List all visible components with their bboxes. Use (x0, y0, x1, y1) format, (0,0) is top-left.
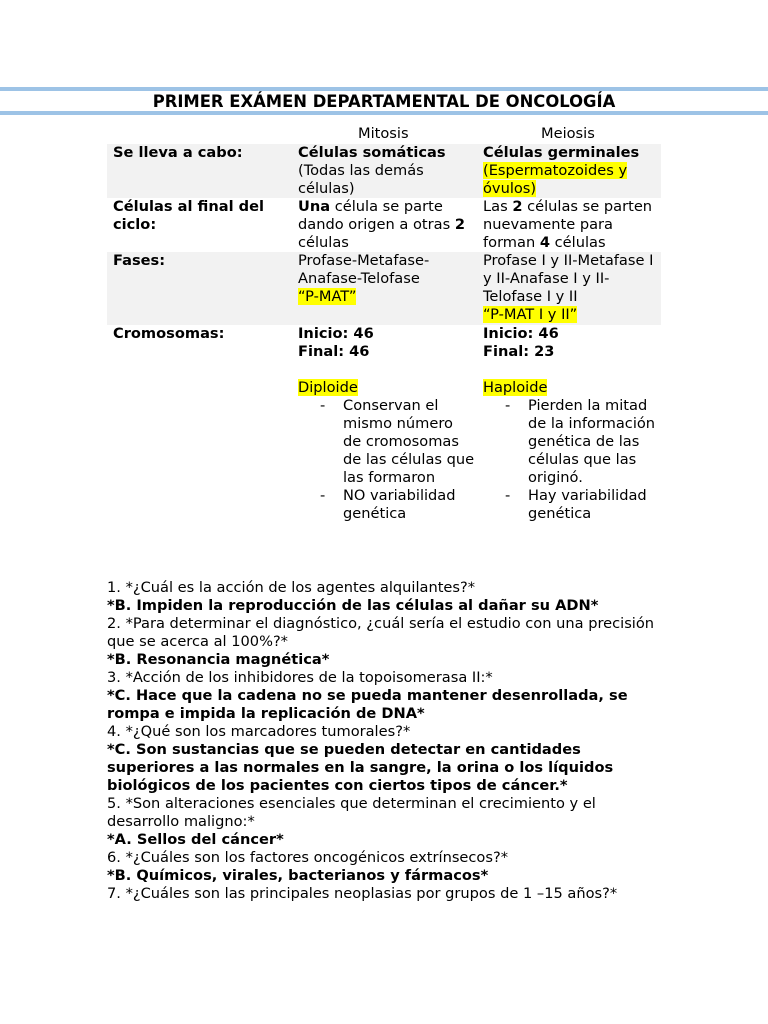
row-label: Fases: (113, 252, 166, 269)
mitosis-cell (298, 144, 475, 198)
answer-text: *B. Resonancia magnética* (107, 651, 330, 668)
answer-text: *A. Sellos del cáncer* (107, 831, 284, 848)
question-text: 1. *¿Cuál es la acción de los agentes alquilantes?* (107, 579, 476, 596)
mitosis-header: Mitosis (358, 125, 409, 142)
row-label: Cromosomas: (113, 325, 225, 342)
meiosis-phases: Profase I y II-Metafase I y II-Anafase I y II-Telofase I y II (483, 252, 654, 305)
question-text: 2. *Para determinar el diagnóstico, ¿cuál sería el estudio con una precisión que se acerca al 100%?* (107, 615, 655, 650)
mitosis-bullet-list (298, 397, 475, 523)
table-row-phases (107, 252, 661, 325)
mitosis-cell-type: Células somáticas (298, 144, 446, 161)
meiosis-cell-type: Células germinales (483, 144, 640, 161)
mitosis-cell (298, 252, 475, 306)
mitosis-ploidy: Diploide (298, 379, 358, 396)
list-item: - Hay variabilidad genética (483, 487, 659, 523)
meiosis-bullet-list (483, 397, 659, 523)
meiosis-start-count: Inicio: 46 (483, 325, 559, 342)
table-row-cells-end (107, 198, 661, 252)
question-text: 5. *Son alteraciones esenciales que determinan el crecimiento y el desarrollo maligno:* (107, 795, 596, 830)
mitosis-cell: Una célula se parte dando origen a otras 2 células (298, 198, 465, 251)
row-label: Células al final del ciclo: (113, 198, 265, 233)
meiosis-ploidy: Haploide (483, 379, 548, 396)
meiosis-cell (483, 325, 659, 523)
mitosis-phases: Profase-Metafase-Anafase-Telofase (298, 252, 430, 287)
mitosis-cell (298, 325, 475, 523)
answer-text: *C. Hace que la cadena no se pueda mantener desenrollada, se rompa e impida la replicación de DNA* (107, 687, 628, 722)
meiosis-mnemonic: “P-MAT I y II” (483, 306, 578, 323)
answer-text: *C. Son sustancias que se pueden detectar en cantidades superiores a las normales en la sangre, la orina o los líquidos biológicos de los pacientes con ciertos tipos de cáncer.* (107, 741, 614, 794)
meiosis-cell (483, 252, 659, 324)
question-text: 4. *¿Qué son los marcadores tumorales?* (107, 723, 411, 740)
question-list (107, 579, 667, 903)
meiosis-cell-note: (Espermatozoides y óvulos) (483, 162, 628, 197)
mitosis-cell-note: (Todas las demás células) (298, 162, 424, 197)
meiosis-cell (483, 144, 659, 198)
answer-text: *B. Impiden la reproducción de las células al dañar su ADN* (107, 597, 599, 614)
mitosis-end-count: Final: 46 (298, 343, 370, 360)
meiosis-header: Meiosis (541, 125, 595, 142)
question-text: 6. *¿Cuáles son los factores oncogénicos extrínsecos?* (107, 849, 509, 866)
row-label: Se lleva a cabo: (113, 144, 243, 161)
answer-text: *B. Químicos, virales, bacterianos y fármacos* (107, 867, 489, 884)
table-row-location (107, 144, 661, 198)
meiosis-cell: Las 2 células se parten nuevamente para forman 4 células (483, 198, 653, 251)
meiosis-end-count: Final: 23 (483, 343, 555, 360)
page-title: PRIMER EXÁMEN DEPARTAMENTAL DE ONCOLOGÍA (152, 92, 616, 111)
mitosis-start-count: Inicio: 46 (298, 325, 374, 342)
question-text: 3. *Acción de los inhibidores de la topoisomerasa II:* (107, 669, 493, 686)
mitosis-mnemonic: “P-MAT” (298, 288, 357, 305)
header-rule-top (0, 87, 768, 91)
header-rule-bottom (0, 111, 768, 115)
list-item: - Conservan el mismo número de cromosomas de las células que las formaron (298, 397, 475, 487)
question-text: 7. *¿Cuáles son las principales neoplasias por grupos de 1 –15 años?* (107, 885, 618, 902)
list-item: - NO variabilidad genética (298, 487, 475, 523)
table-row-chromosomes (107, 325, 661, 545)
list-item: - Pierden la mitad de la información genética de las células que las originó. (483, 397, 659, 487)
